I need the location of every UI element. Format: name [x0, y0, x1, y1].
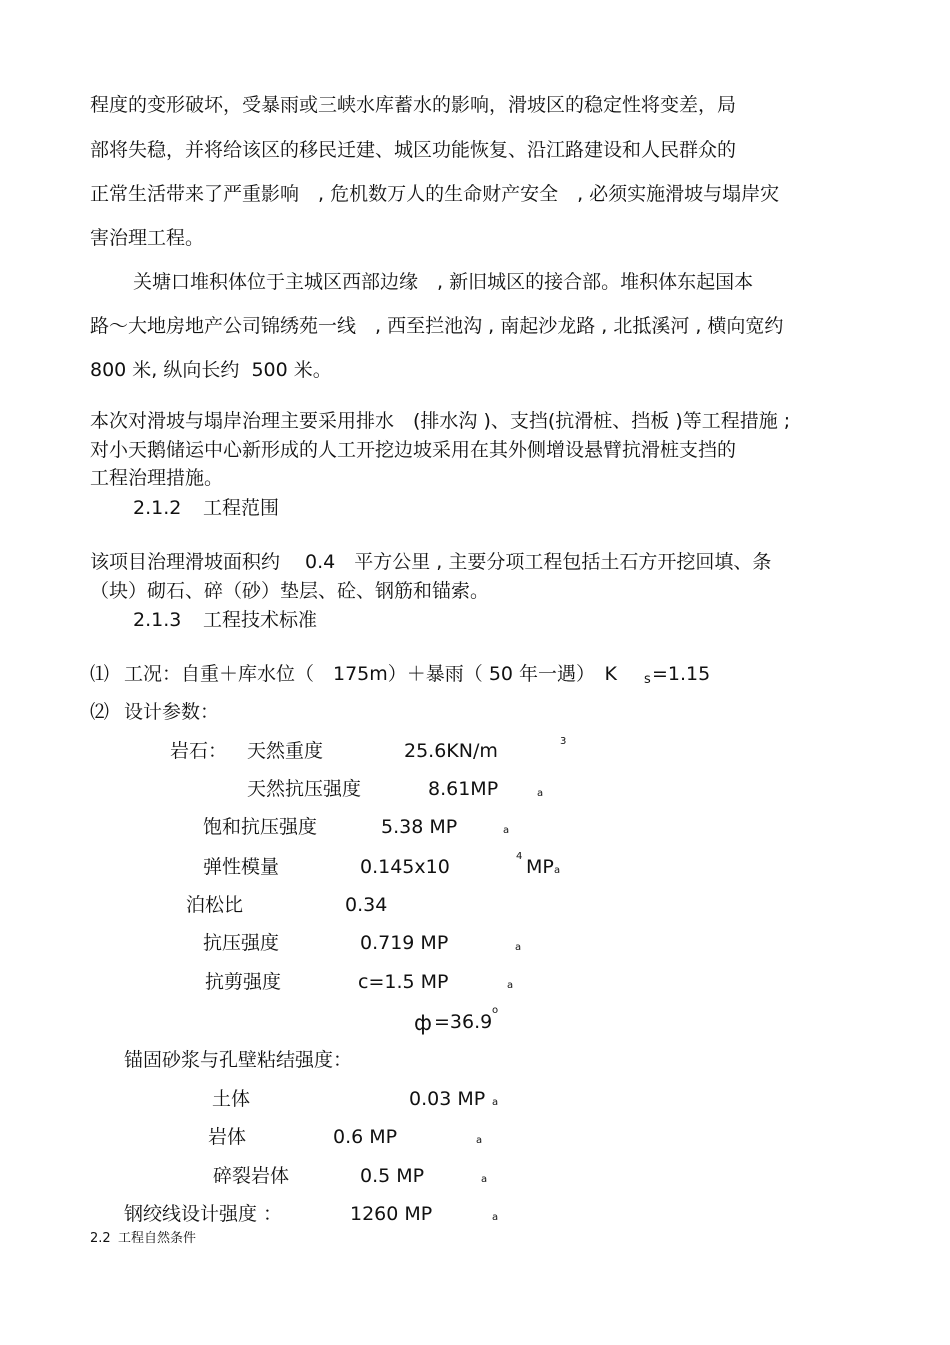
sat-comp-value: 5.38 MP — [381, 816, 458, 838]
para3-line1: 本次对滑坡与塌岸治理主要采用排水 (排水沟 )、支挡(抗滑桩、挡板 )等工程措施 ; — [90, 410, 791, 432]
elastic-unit: MP — [526, 856, 554, 878]
soil-label: 土体 — [212, 1088, 251, 1110]
soil-value: 0.03 MP — [409, 1088, 486, 1110]
comp-value: 0.719 MP — [360, 932, 449, 954]
item2-text: 设计参数： — [124, 701, 220, 723]
section-22-title: 工程自然条件 — [118, 1231, 197, 1246]
poisson-value: 0.34 — [345, 894, 388, 916]
strand-label: 钢绞线设计强度 ： — [124, 1203, 283, 1225]
natural-comp-subscript: a — [537, 788, 544, 799]
comp-label: 抗压强度 — [203, 932, 280, 954]
para1-line2: 部将失稳，并将给该区的移民迁建、城区功能恢复、沿江路建设和人民群众的 — [90, 139, 737, 161]
strand-value: 1260 MP — [350, 1203, 433, 1225]
unit-weight-value: 25.6KN/m — [404, 740, 498, 762]
rockmass-subscript: a — [476, 1135, 483, 1146]
fractured-subscript: a — [481, 1174, 488, 1185]
poisson-label: 泊松比 — [186, 894, 244, 916]
para4-line2: （块）砌石、碎（砂）垫层、砼、钢筋和锚索。 — [90, 580, 490, 602]
para3-line3: 工程治理措施。 — [90, 467, 224, 489]
para1-line1: 程度的变形破坏，受暴雨或三峡水库蓄水的影响，滑坡区的稳定性将变差，局 — [90, 94, 737, 116]
fractured-label: 碎裂岩体 — [213, 1165, 290, 1187]
comp-subscript: a — [515, 942, 522, 953]
section-213-title: 工程技术标准 — [203, 609, 318, 631]
para2-line1: 关塘口堆积体位于主城区西部边缘 , 新旧城区的接合部。堆积体东起国本 — [133, 271, 754, 293]
sat-comp-label: 饱和抗压强度 — [203, 816, 318, 838]
section-212-title: 工程范围 — [203, 497, 280, 519]
soil-subscript: a — [492, 1097, 499, 1108]
shear-label: 抗剪强度 — [205, 971, 282, 993]
para2-line3: 800 米, 纵向长约 500 米。 — [90, 359, 332, 381]
shear-value: c=1.5 MP — [358, 971, 449, 993]
section-212-number: 2.1.2 — [133, 497, 182, 519]
rockmass-value: 0.6 MP — [333, 1126, 398, 1148]
natural-comp-value: 8.61MP — [428, 778, 499, 800]
section-213-number: 2.1.3 — [133, 609, 182, 631]
elastic-label: 弹性模量 — [203, 856, 280, 878]
para1-line4: 害治理工程。 — [90, 227, 205, 249]
para4-line1: 该项目治理滑坡面积约 0.4 平方公里 , 主要分项工程包括土石方开挖回填、条 — [90, 551, 772, 573]
item1-subscript: s — [644, 672, 651, 687]
natural-comp-label: 天然抗压强度 — [247, 778, 362, 800]
elastic-superscript: 4 — [516, 851, 523, 862]
para1-line3: 正常生活带来了严重影响 , 危机数万人的生命财产安全 , 必须实施滑坡与塌岸灾 — [90, 183, 780, 205]
para3-line2: 对小天鹅储运中心新形成的人工开挖边坡采用在其外侧增设悬臂抗滑桩支挡的 — [90, 439, 737, 461]
rockmass-label: 岩体 — [208, 1126, 247, 1148]
phi-value: =36.9 — [434, 1011, 493, 1033]
elastic-value: 0.145x10 — [360, 856, 450, 878]
item1-value: =1.15 — [652, 663, 711, 685]
phi-degree: o — [492, 1005, 499, 1016]
elastic-subscript: a — [554, 865, 561, 876]
item1-text: 工况：自重＋库水位（ 175m）＋暴雨（ 50 年一遇） K — [124, 663, 617, 685]
phi-symbol: ф — [414, 1011, 432, 1035]
section-22-number: 2.2 — [90, 1231, 111, 1246]
item2-marker: ⑵ — [90, 701, 110, 723]
item1-marker: ⑴ — [90, 663, 110, 685]
para2-line2: 路～大地房地产公司锦绣苑一线 , 西至拦池沟 , 南起沙龙路 , 北抵溪河 , 横向宽约 — [90, 315, 784, 337]
unit-weight-superscript: 3 — [560, 736, 567, 747]
shear-subscript: a — [507, 980, 514, 991]
rock-label: 岩石： — [170, 740, 228, 762]
anchor-label: 锚固砂浆与孔壁粘结强度： — [124, 1049, 353, 1071]
sat-comp-subscript: a — [503, 825, 510, 836]
fractured-value: 0.5 MP — [360, 1165, 425, 1187]
unit-weight-label: 天然重度 — [247, 740, 324, 762]
strand-subscript: a — [492, 1212, 499, 1223]
